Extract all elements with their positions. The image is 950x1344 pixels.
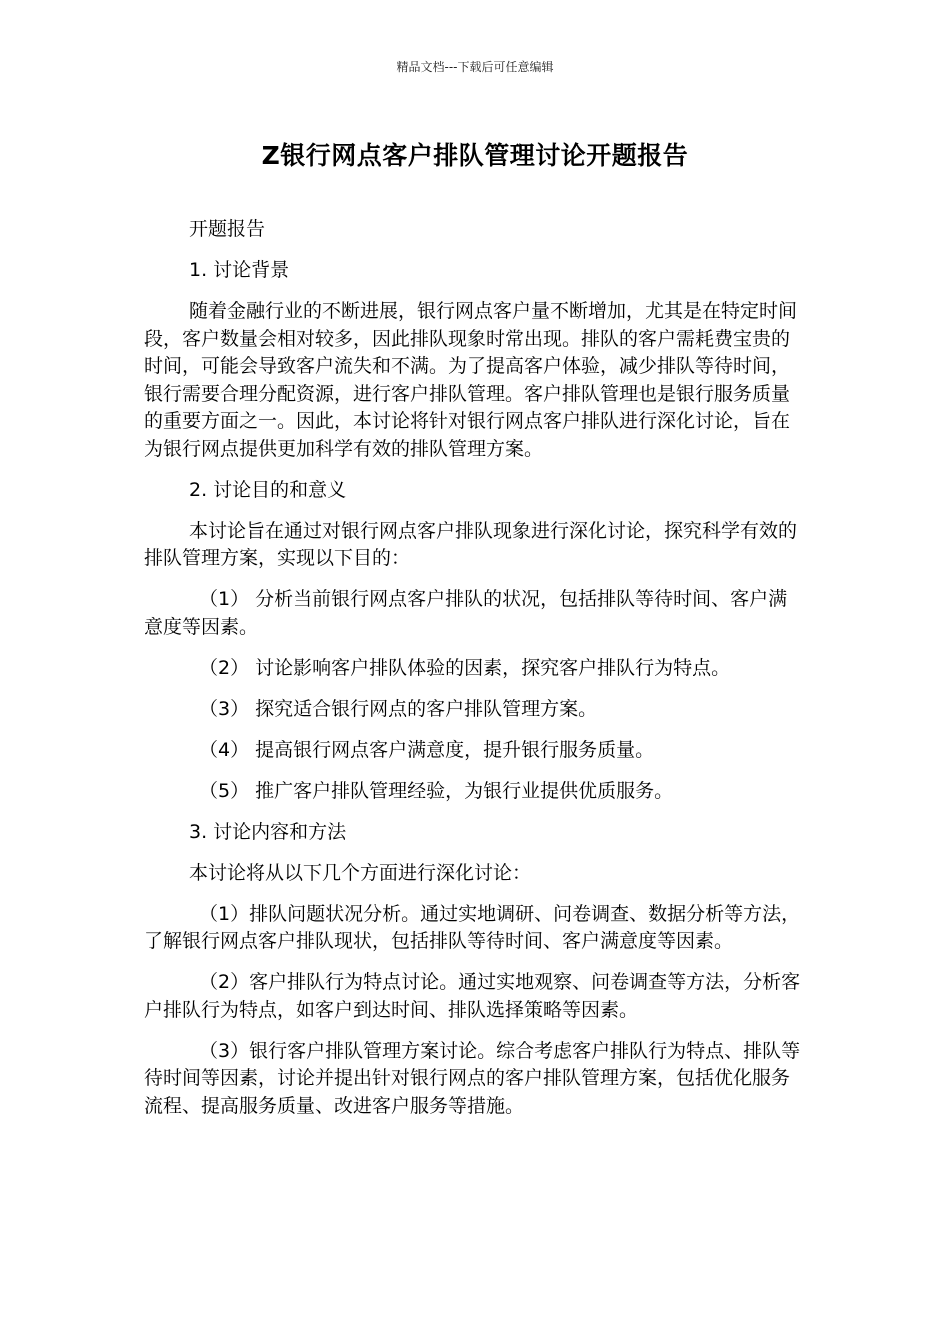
list-item-method-2: （2）客户排队行为特点讨论。通过实地观察、问卷调查等方法，分析客户排队行为特点，如客户到达时间、排队选择策略等因素。 (144, 971, 801, 1021)
list-item-purpose-3: （3） 探究适合银行网点的客户排队管理方案。 (199, 697, 598, 720)
section-heading-purpose: 2. 讨论目的和意义 (189, 478, 347, 501)
page-header-note: 精品文档---下载后可任意编辑 (396, 60, 554, 74)
list-item-purpose-4: （4） 提高银行网点客户满意度，提升银行服务质量。 (199, 738, 655, 761)
list-item-purpose-2: （2） 讨论影响客户排队体验的因素，探究客户排队行为特点。 (199, 656, 731, 679)
document-title: Z银行网点客户排队管理讨论开题报告 (261, 141, 689, 170)
section-label-proposal: 开题报告 (189, 218, 266, 240)
section-heading-methods: 3. 讨论内容和方法 (189, 820, 347, 843)
list-item-method-3: （3）银行客户排队管理方案讨论。综合考虑客户排队行为特点、排队等待时间等因素，讨论并提出针对银行网点的客户排队管理方案，包括优化服务流程、提高服务质量、改进客户服务等措施。 (144, 1039, 801, 1117)
paragraph-background: 随着金融行业的不断进展，银行网点客户量不断增加，尤其是在特定时间段，客户数量会相对较多，因此排队现象时常出现。排队的客户需耗费宝贵的时间，可能会导致客户流失和不满。为了提高客户体验，减少排队等待时间，银行需要合理分配资源，进行客户排队管理。客户排队管理也是银行服务质量的重要方面之一。因此，本讨论将针对银行网点客户排队进行深化讨论，旨在为银行网点提供更加科学有效的排队管理方案。 (144, 300, 798, 460)
section-heading-background: 1. 讨论背景 (189, 259, 290, 281)
paragraph-purpose-intro: 本讨论旨在通过对银行网点客户排队现象进行深化讨论，探究科学有效的排队管理方案，实现以下目的： (144, 519, 798, 569)
list-item-method-1: （1）排队问题状况分析。通过实地调研、问卷调查、数据分析等方法，了解银行网点客户排队现状，包括排队等待时间、客户满意度等因素。 (144, 902, 801, 952)
list-item-purpose-1: （1） 分析当前银行网点客户排队的状况，包括排队等待时间、客户满意度等因素。 (144, 588, 788, 638)
paragraph-methods-intro: 本讨论将从以下几个方面进行深化讨论： (189, 861, 532, 884)
list-item-purpose-5: （5） 推广客户排队管理经验，为银行业提供优质服务。 (199, 779, 674, 802)
document-body (144, 216, 806, 1134)
